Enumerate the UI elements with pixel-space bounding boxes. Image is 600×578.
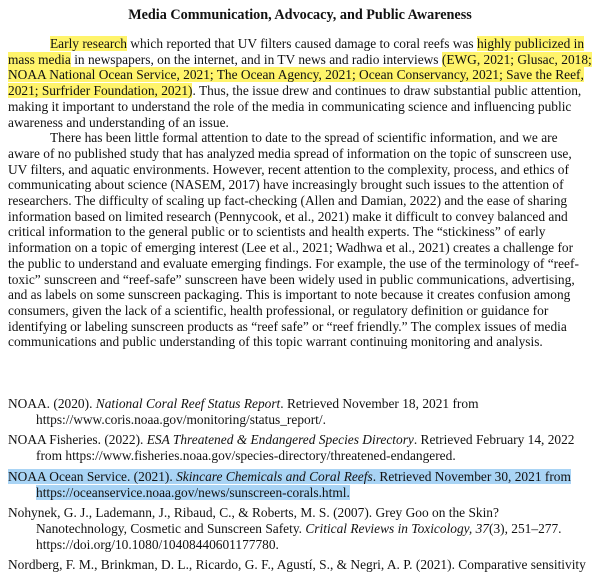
reference-authors: NOAA Fisheries. (2022).	[8, 432, 147, 448]
reference-entry	[8, 557, 592, 573]
reference-source: (3), 251–277. https://doi.org/10.1080/10408440601177780.	[36, 520, 562, 552]
reference-entry-highlighted	[8, 469, 592, 500]
highlight-early-research: Early research	[50, 36, 127, 51]
reference-title: National Coral Reef Status Report	[95, 396, 281, 411]
reference-authors: NOAA Ocean Service. (2021).	[8, 468, 177, 484]
reference-source: . Retrieved February 14, 2022 from https://www.fisheries.noaa.gov/species-directory/threatened-endangered.	[36, 432, 575, 464]
reference-entry	[8, 505, 592, 552]
paragraph-text: which reported that UV filters caused damage to coral reefs was	[126, 36, 477, 51]
reference-title: ESA Threatened & Endangered Species Directory	[146, 432, 414, 448]
paragraph-media-research	[8, 36, 592, 130]
paragraph-text: in newspapers, on the internet, and in TV news and radio interviews	[70, 51, 442, 67]
paragraph-text: . Thus, the issue drew and continues to draw substantial public attention, making it important to understand the role of the media in communicating science and influencing public awareness and understanding of an issue.	[8, 83, 582, 130]
highlight-citations: (EWG, 2021; Glusac, 2018; NOAA National Ocean Service, 2021; The Ocean Agency, 2021; Ocean Conservancy, 2021; Save the Reef, 2021; Surfrider Foundation, 2021)	[8, 51, 592, 99]
reference-source: . Retrieved November 18, 2021 from https://www.coris.noaa.gov/monitoring/status_report/.	[36, 396, 479, 427]
reference-authors: NOAA. (2020).	[8, 396, 96, 411]
reference-authors: Nohynek, G. J., Lademann, J., Ribaud, C., & Roberts, M. S. (2007). Grey Goo on the Skin? Nanotechnology, Cosmetic and Sunscreen Safety.	[8, 505, 499, 536]
paragraph-science-communication: There has been little formal attention to date to the spread of scientific information, and we are aware of no published study that has analyzed media spread of information on the topic of sunscreen use, UV filters, and aquatic environments. However, recent attention to the complexity, process, and ethics of communicating about science (NASEM, 2017) have increasingly brought such issues to the attention of researchers. The difficulty of scaling up fact-checking (Allen and Damian, 2022) and the ease of sharing information based on limited research (Pennycook, et al., 2021) make it difficult to convey balanced and critical information to the general public or to scientists and health experts. The “stickiness” of early information on a topic of emerging interest (Lee et al., 2021; Wadhwa et al., 2021) creates a challenge for the public to understand and evaluate emerging findings. For example, the use of the terminology of “reef-toxic” sunscreen and “reef-safe” sunscreen have been widely used in public communications, advertising, and as labels on some sunscreen packaging. This is important to note because it creates confusion among consumers, given the lack of a scientific, health professional, or regulatory definition or guidance for identifying or labeling sunscreen products as “reef safe” or “reef friendly.” The complex issues of media communications and public understanding of this topic warrant continuing monitoring and analysis.	[8, 130, 579, 350]
reference-list	[8, 396, 592, 578]
highlight-mass-media: highly publicized in mass media	[8, 36, 585, 67]
reference-authors: Nordberg, F. M., Brinkman, D. L., Ricardo, G. F., Agustí, S., & Negri, A. P. (2021). Comparative sensitivity	[8, 557, 586, 573]
document-page	[8, 6, 592, 350]
section-heading: Media Communication, Advocacy, and Public Awareness	[128, 7, 472, 23]
reference-entry	[8, 432, 592, 463]
reference-source: . Retrieved November 30, 2021 from https://oceanservice.noaa.gov/news/sunscreen-corals.html.	[36, 468, 571, 500]
reference-entry	[8, 396, 592, 427]
reference-title: Critical Reviews in Toxicology, 37	[305, 520, 489, 536]
reference-title: Skincare Chemicals and Coral Reefs	[176, 468, 373, 484]
